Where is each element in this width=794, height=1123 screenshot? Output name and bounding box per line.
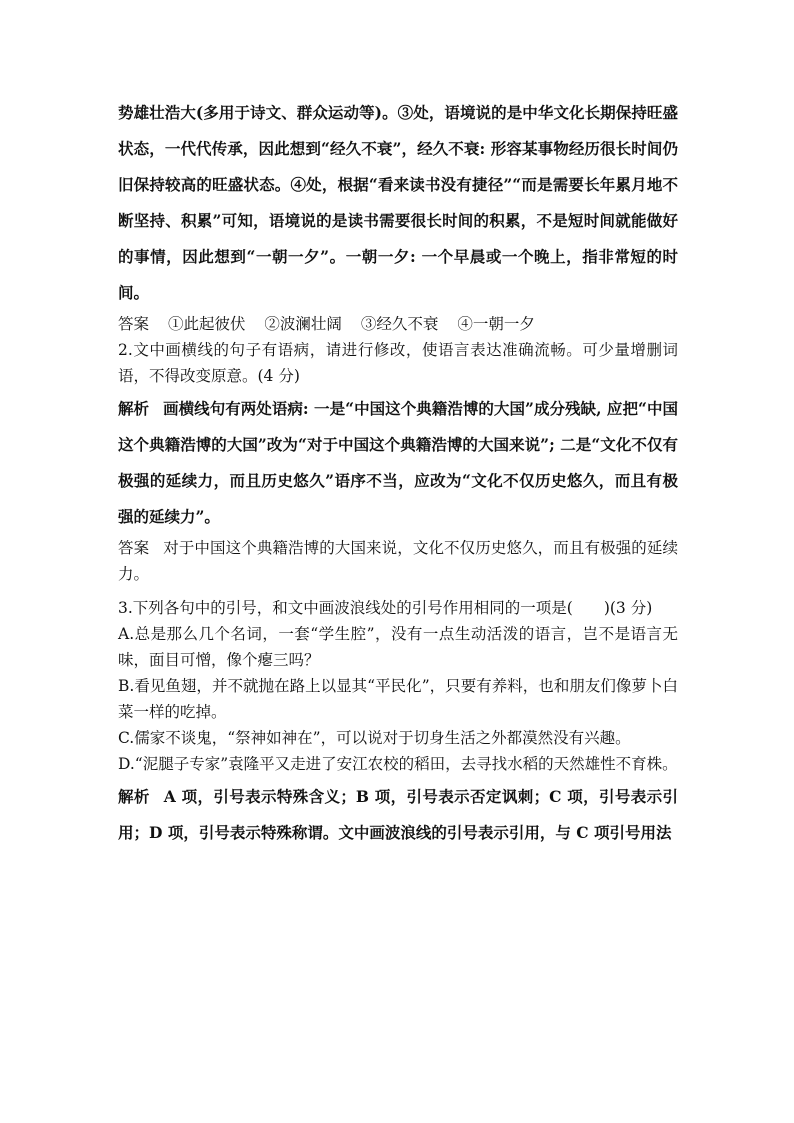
question-2-stem: 2.文中画横线的句子有语病，请进行修改，使语言表达准确流畅。可少量增删词语，不得改变原意。(4 分) (118, 341, 678, 385)
analysis-paragraph-continued: 势雄壮浩大(多用于诗文、群众运动等)。③处，语境说的是中华文化长期保持旺盛状态，一代代传承，因此想到“经久不衰”，经久不衰: 形容某事物经历很长时间仍旧保持较高的旺盛状态。④处，根据“看来读书没有捷径”“而是需要长年累月地不断坚持、积累”可知，语境说的是读书需要很长时间的积累，不是短时间就能做好的事情，因此想到“一朝一夕”。一朝一夕: 一个早晨或一个晚上，指非常短的时间。 (118, 103, 678, 302)
question-3-option-c: C.儒家不谈鬼，“祭神如神在”，可以说对于切身生活之外都漠然没有兴趣。 (118, 729, 631, 747)
question-3-stem: 3.下列各句中的引号，和文中画波浪线处的引号作用相同的一项是( )(3 分) (118, 599, 653, 617)
analysis-label: 解析 (118, 787, 150, 806)
analysis-label: 解析 (118, 399, 150, 418)
question-3-analysis (118, 779, 678, 851)
answer-item: ④一朝一夕 (457, 315, 535, 333)
answer-item: ②波澜壮阔 (264, 315, 342, 333)
question-3-option-d: D.“泥腿子专家”袁隆平又走进了安江农校的稻田，去寻找水稻的天然雄性不育株。 (118, 755, 678, 773)
answer-item: ①此起彼伏 (167, 315, 246, 333)
question-2-answer (118, 535, 678, 587)
question-3-option-a: A.总是那么几个名词，一套“学生腔”，没有一点生动活泼的语言，岂不是语言无味，面目可憎，像个瘪三吗？ (118, 625, 678, 669)
question-2-analysis (118, 391, 678, 535)
answer-label: 答案 (118, 539, 150, 557)
answer-text: 对于中国这个典籍浩博的大国来说，文化不仅历史悠久，而且有极强的延续力。 (118, 539, 678, 583)
analysis-text: A 项，引号表示特殊含义；B 项，引号表示否定讽刺；C 项，引号表示引用；D 项，引号表示特殊称谓。文中画波浪线的引号表示引用，与 C 项引号用法 (118, 787, 678, 842)
document-page (118, 95, 678, 851)
answer-line-1 (118, 311, 678, 337)
answer-item: ③经久不衰 (360, 315, 439, 333)
question-3-option-b: B.看见鱼翅，并不就抛在路上以显其“平民化”，只要有养料，也和朋友们像萝卜白菜一样的吃掉。 (118, 677, 678, 721)
answer-label: 答案 (118, 315, 150, 333)
analysis-text: 画横线句有两处语病: 一是“中国这个典籍浩博的大国”成分残缺, 应把“中国这个典籍浩博的大国”改为“对于中国这个典籍浩博的大国来说”; 二是“文化不仅有极强的延续力，而且历史悠久”语序不当，应改为“文化不仅历史悠久，而且有极强的延续力”。 (118, 399, 678, 526)
